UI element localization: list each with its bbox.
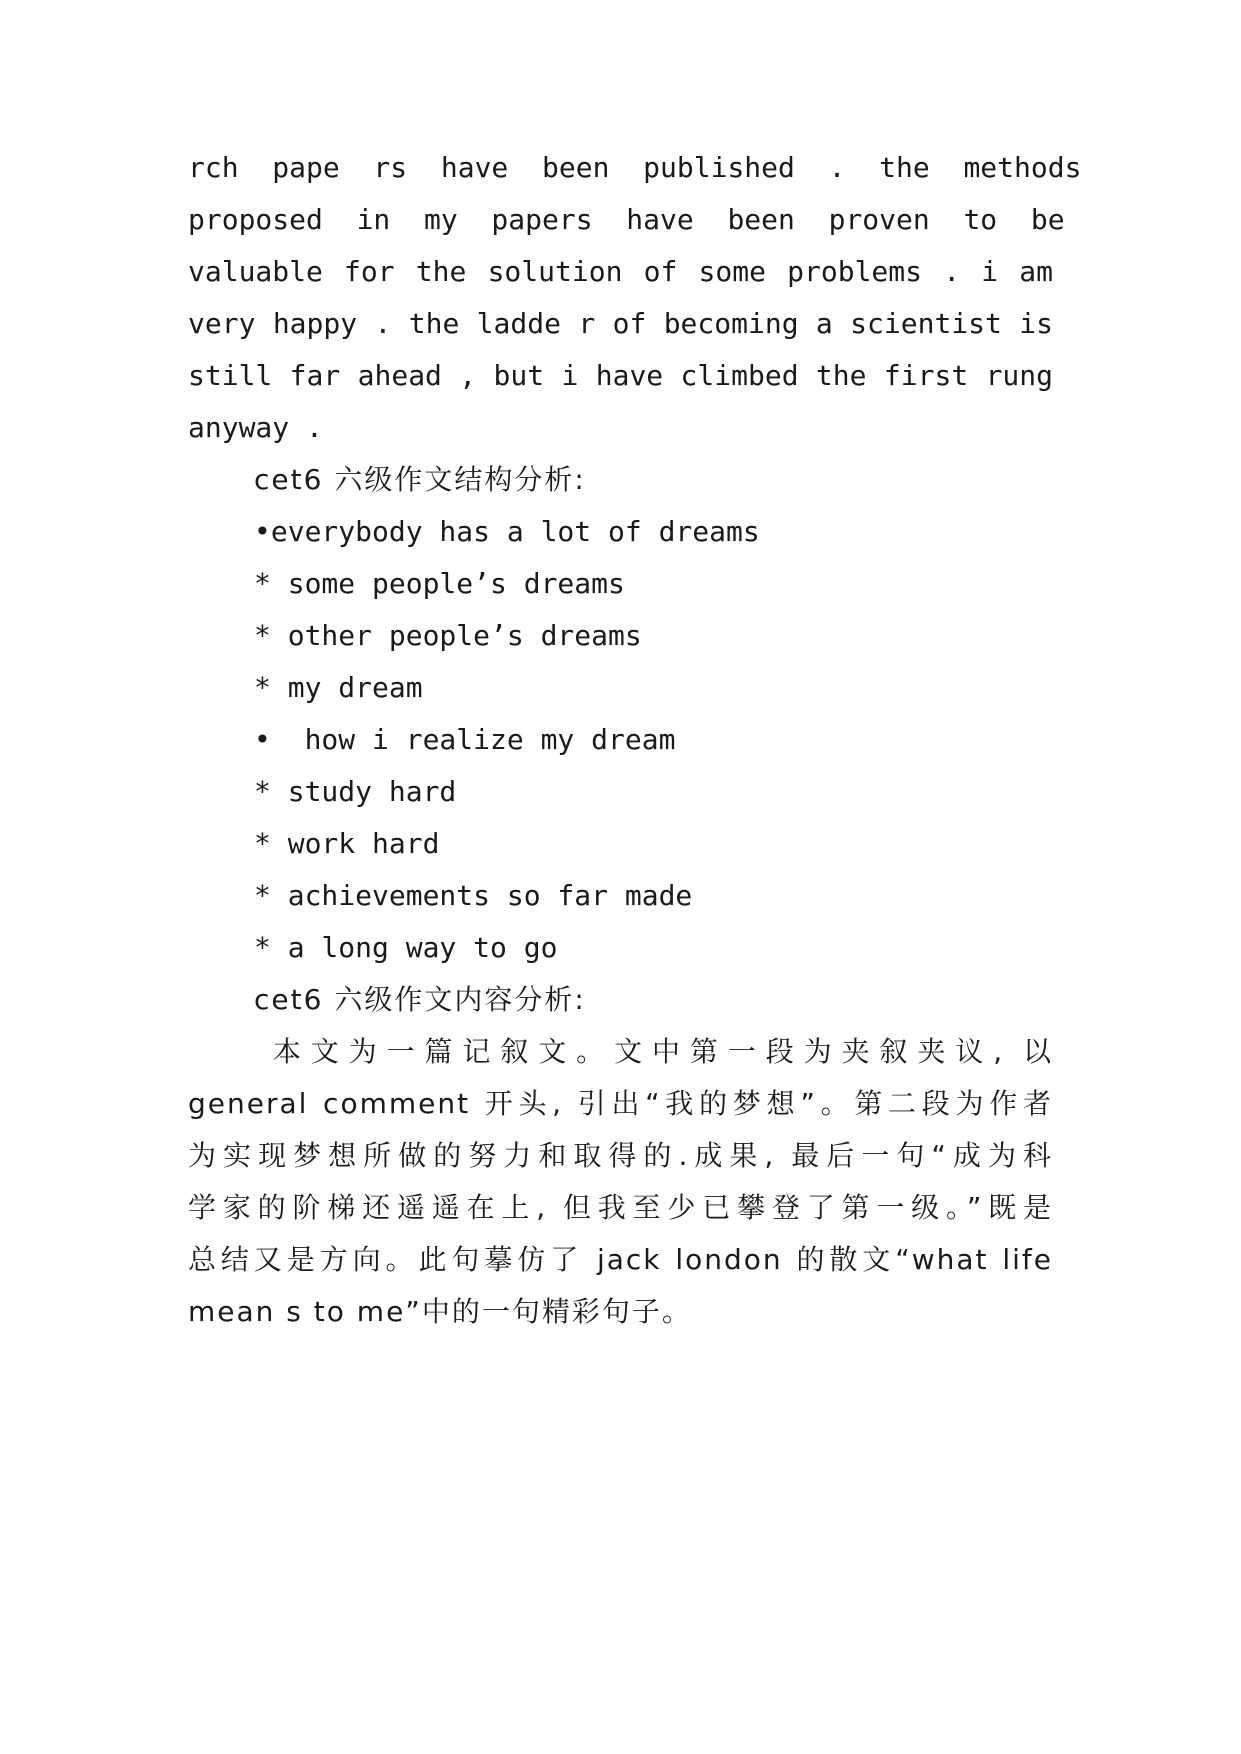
- paragraph-line: rch pape rs have been published . the methods: [188, 151, 1082, 184]
- paragraph-line: valuable for the solution of some problems . i am: [188, 255, 1053, 288]
- outline-item: * work hard: [254, 827, 440, 860]
- analysis-line: mean s to me”中的一句精彩句子。: [188, 1295, 692, 1328]
- outline-item: * some people’s dreams: [254, 567, 625, 600]
- paragraph-line: anyway .: [188, 411, 323, 444]
- outline-item: * achievements so far made: [254, 879, 693, 912]
- analysis-line: general comment 开头, 引出“我的梦想”。第二段为作者: [188, 1087, 1053, 1120]
- structure-analysis-heading: cet6 六级作文结构分析:: [254, 463, 586, 496]
- content-analysis-heading: cet6 六级作文内容分析:: [254, 983, 586, 1016]
- outline-item: * other people’s dreams: [254, 619, 642, 652]
- outline-item: * a long way to go: [254, 931, 558, 964]
- outline-item: • how i realize my dream: [254, 723, 676, 756]
- analysis-line: 学家的阶梯还遥遥在上, 但我至少已攀登了第一级。”既是: [188, 1191, 1053, 1224]
- analysis-line: 总结又是方向。此句摹仿了 jack london 的散文“what life: [188, 1243, 1053, 1276]
- analysis-line: 为实现梦想所做的努力和取得的.成果, 最后一句“成为科: [188, 1139, 1053, 1172]
- paragraph-line: proposed in my papers have been proven to be: [188, 203, 1065, 236]
- outline-item: * my dream: [254, 671, 423, 704]
- paragraph-line: still far ahead , but i have climbed the first rung: [188, 359, 1053, 392]
- outline-item: •everybody has a lot of dreams: [254, 515, 760, 548]
- outline-item: * study hard: [254, 775, 457, 808]
- paragraph-line: very happy . the ladde r of becoming a scientist is: [188, 307, 1053, 340]
- analysis-line: 本文为一篇记叙文。文中第一段为夹叙夹议, 以: [254, 1035, 1053, 1068]
